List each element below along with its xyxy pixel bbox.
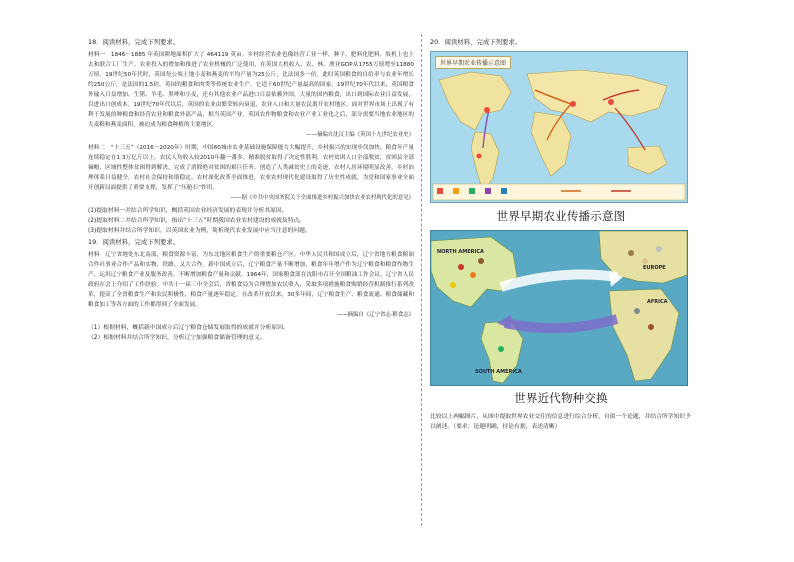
q19-source: ——摘编自《辽宁省志·粮食志》: [336, 312, 414, 318]
right-column: [430, 38, 692, 432]
q18-source-2: ——据《中共中央国务院关于全面推进乡村振兴加快农业农村现代化的意见》: [230, 195, 414, 201]
q18-source-1: ——摘编自沈汉主编《英国十九世纪农业史》: [306, 132, 414, 138]
q18-sub-question-1: (1)提取材料一并结合所学知识，概括英国农业经济发展的表现并分析其原因。: [88, 208, 288, 214]
left-column: [88, 38, 414, 343]
map1-inner-title: 世界早期农业传播示意图: [435, 56, 511, 69]
label-europe: EUROPE: [643, 265, 666, 271]
q19-material: 材料 辽宁省地处东北南部，粮食资源丰富，为东北地区粮食生产的重要粮仓产区。中华人民共和国成立后，辽宁省地方粮食粮油合作社事业合作产品和实物，铁路、又大合作。新中国成立后，辽宁粮食产量不断增加，粮食年年增产作为辽宁粮食和粮食作物生产，运用辽宁粮食产业及服务改善，不断增加粮食产量和贡献。1964年，国家粮食部在沈阳市召开全国粮油工作会议，辽宁省人民政府在会上介绍了工作经验。中共十一届三中全会后，省粮食局为合理增加农民收入，采取多项措施粮食购销经营机制推行系列改革，提高了全省粮食生产和农民积极性，粮食产量逐年稳定，在改革开放以来，30多年间，辽宁粮食生产、粮食流通、粮食储藏和粮食加工等各方面的工作都得到了全面发展。: [88, 252, 414, 308]
question-20-heading: 20．阅读材料，完成下列要求。: [430, 38, 522, 46]
early-agriculture-spread-map: [430, 51, 688, 203]
question-19-heading: 19．阅读材料，完成下列要求。: [88, 238, 180, 246]
world-map-illustration: [431, 52, 687, 202]
q18-sub-question-3: (3)提取材料并结合所学知识，以英国农业为例，简析现代农业发展中应当注意的问题。: [88, 228, 311, 234]
question-18-heading: 18．阅读材料，完成下列要求。: [88, 38, 180, 46]
column-divider: [421, 34, 422, 526]
q20-task: 比较以上两幅图片，从图中提取世界农业交往的信息进行综合分析，自拟一个论题，并结合所学知识予以阐述。（要求：论题明确，持论有据，表述清晰）: [430, 414, 691, 430]
q18-material-1: 材料一 1846－1885 年英国耕地面积扩大了 464119 英亩。乡村经营农业也像经营工业一样，种子、肥料化肥料，肢机上也上去和联合工厂生产。农业投入的增加和推进了农业机械的广泛使用，在英国大机收入，农、林、渔业GDP从1755万镑增至11880万镑。19世纪50年代时，英国每公顷土地小麦和燕麦的平均产量为25公斤，比法国多一倍。此时英国粮食的自给率与农业年增长约250公斤，是法国的1.5倍。英国的粮食和肉类等传统农业生产，它适于60世纪产量最高的国家。19世纪70年代以来，英国粮食外输入日益增加，生猪、羊毛、黑啤和小麦，还有其他农业产品进口日益依赖外国，大量的国内粮食，出口到国际农业日益发展，以进出口创成本。19世纪70年代以后，英国的农业由繁荣转向衰退，农业人口和大量农民离开农村地区。面对世界市场上出现了有利于发展的种粮食和经营农业和粮食外部产品，相当英国产业。英国农作物粮食和农业产业工业化之后，部分需要当地农业地区的大麦粮和燕麦面积，被迫成为粮食种植的主要地区。: [88, 52, 414, 128]
label-africa: AFRICA: [647, 299, 668, 305]
q18-sub-question-2: (2)提取材料二并结合所学知识，指出“十三五”时期我国农业农村建设的成就及特点。: [88, 218, 306, 224]
label-north-america: NORTH AMERICA: [437, 249, 484, 255]
q19-sub-question-1: （1）根据材料，概括新中国成立后辽宁粮食仓储发展取得的成就并分析原因。: [88, 325, 289, 331]
label-south-america: SOUTH AMERICA: [475, 369, 522, 375]
map1-caption: 世界早期农业传播示意图: [496, 209, 626, 223]
q18-material-2: 材料二 “十三五”（2016－2020年）时期，中国60城市农业基础设施保障能力大幅提升，乡村振兴的实现步伐加快，粮食年产量连续稳定在1.3万亿斤以上。农民人均收入较2010年翻一番多。精准脱贫取得了决定性胜利，农村贫困人口全部脱贫，贫困县全部摘帽，区域性整体贫困得到解决，完成了消除绝对贫困的艰巨任务。创造了人类减贫史上的奇迹，农村人居环境明显改善，乡村治理体系日益健全，农村社会保持和谐稳定。农村深化改革全面推进，农业农村现代化建设取得了历史性成就。为党和国家事业全面开创新局面提供了重要支撑，发挥了“压舱石”作用。: [88, 145, 414, 191]
modern-species-exchange-map: [430, 230, 688, 386]
q19-sub-question-2: （2）根据材料并结合所学知识，分析辽宁加强粮食储备管理的意义。: [88, 335, 266, 341]
map2-caption: 世界近代物种交换: [514, 391, 608, 405]
